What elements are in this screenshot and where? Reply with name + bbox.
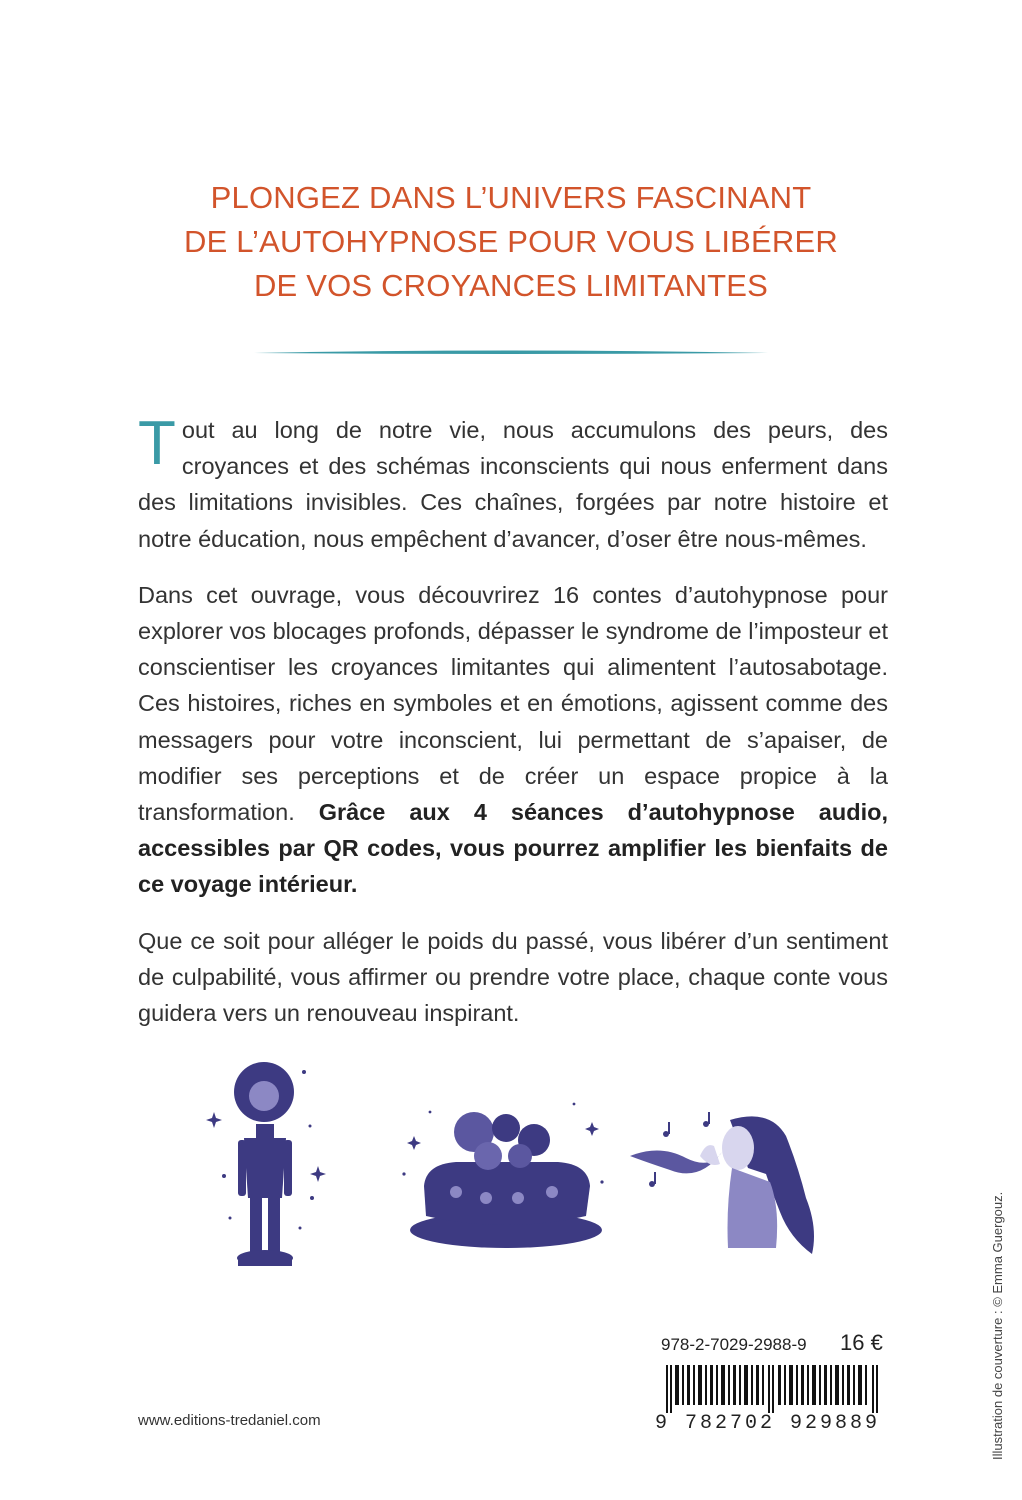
headline-line-2: DE L’AUTOHYPNOSE POUR VOUS LIBÉRER — [184, 224, 838, 259]
headline-line-3: DE VOS CROYANCES LIMITANTES — [253, 268, 769, 303]
barcode — [660, 1365, 892, 1413]
cake-illustration — [396, 1094, 616, 1254]
back-cover-text — [138, 409, 888, 1051]
paragraph-2 — [138, 577, 888, 903]
paragraph-2-bold: Grâce aux 4 séances d’autohypnose audio, accessibles par QR codes, vous pourrez amplifier les bienfaits de ce voyage intérieur. — [138, 799, 888, 898]
illustration-credit: Illustration de couverture : © Emma Guergouz. — [990, 1191, 1005, 1460]
drop-cap: T — [138, 409, 176, 478]
woman-illustration — [630, 1108, 820, 1258]
paragraph-3: Que ce soit pour alléger le poids du passé, vous libérer d’un sentiment de culpabilité, vous affirmer ou prendre votre place, chaque conte vous guidera vers un renouveau inspirant. — [138, 927, 888, 1027]
paragraph-2-text: Dans cet ouvrage, vous découvrirez 16 contes d’autohypnose pour explorer vos blocages profonds, dépasser le syndrome de l’imposteur et conscientiser les croyances limitantes qui alimentent l’autosabotage. Ces histoires, riches en symboles et en émotions, agissent comme des messagers pour votre inconscient, lui permettant de s’apaiser, de modifier ses perceptions et de créer un espace propice à la transformation. — [138, 581, 888, 826]
paragraph-1 — [138, 409, 888, 557]
paragraph-1-text: out au long de notre vie, nous accumulons des peurs, des croyances et des schémas inconscients qui nous enferment dans des limitations invisibles. Ces chaînes, forgées par notre histoire et notre éducation, nous empêchent d’avancer, d’oser être nous-mêmes. — [138, 417, 888, 552]
publisher-website: www.editions-tredaniel.com — [138, 1412, 321, 1429]
divider-line — [252, 346, 768, 360]
isbn: 978-2-7029-2988-9 — [661, 1335, 807, 1354]
headline-line-1: PLONGEZ DANS L’UNIVERS FASCINANT — [210, 180, 812, 215]
lion-figure-illustration — [200, 1048, 330, 1274]
price: 16 € — [840, 1330, 883, 1355]
headline — [0, 176, 1022, 308]
barcode-number: 9 782702 929889 — [655, 1412, 881, 1435]
